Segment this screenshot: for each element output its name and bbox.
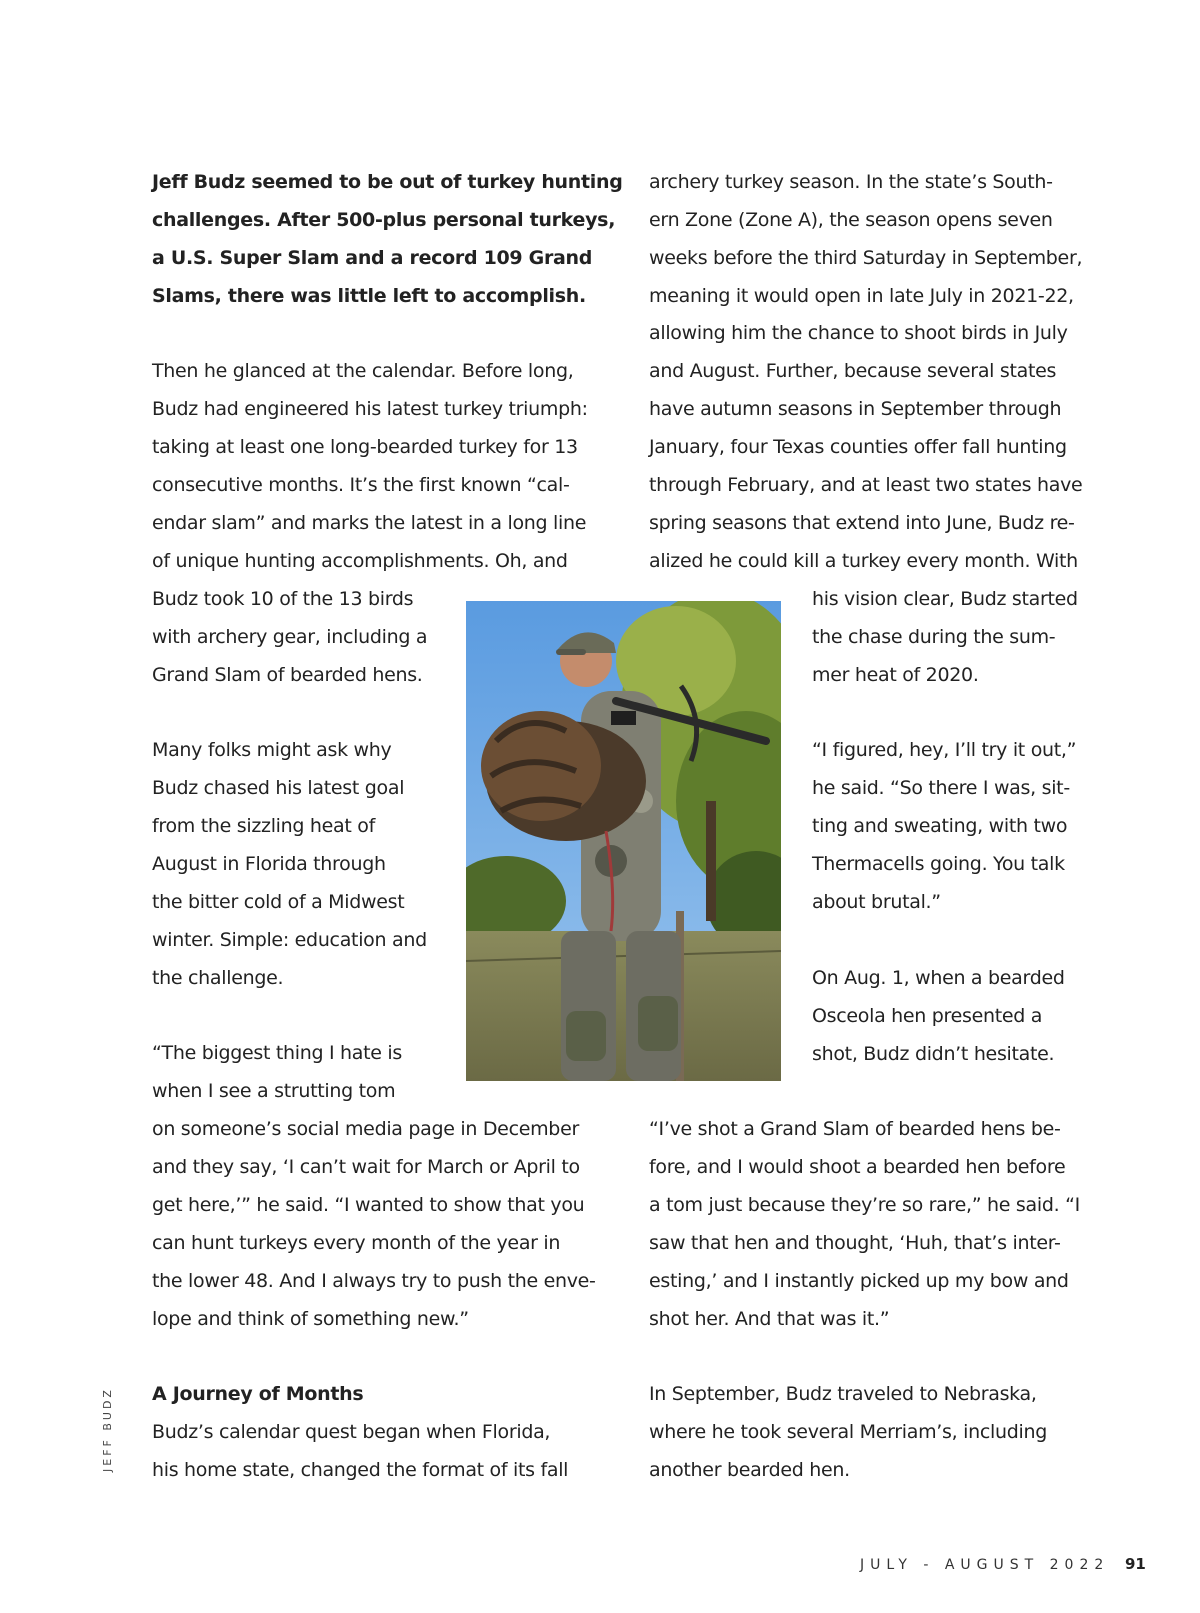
body-text-line: “The biggest thing I hate is xyxy=(152,1042,402,1064)
body-text-line: his home state, changed the format of its fall xyxy=(152,1459,569,1481)
page-number: 91 xyxy=(1125,1555,1146,1573)
body-text-line: Budz’s calendar quest began when Florida, xyxy=(152,1421,551,1443)
body-text-line: saw that hen and thought, ‘Huh, that’s inter- xyxy=(649,1232,1061,1254)
body-text-line: and they say, ‘I can’t wait for March or April to xyxy=(152,1156,580,1178)
hunter-turkey-photo xyxy=(466,601,781,1081)
body-text-line: a tom just because they’re so rare,” he said. “I xyxy=(649,1194,1080,1216)
body-text-line: have autumn seasons in September through xyxy=(649,398,1062,420)
body-text-line: the lower 48. And I always try to push the enve- xyxy=(152,1270,596,1292)
body-text-line: lope and think of something new.” xyxy=(152,1308,469,1330)
body-text-line: with archery gear, including a xyxy=(152,626,428,648)
lead-paragraph-line: challenges. After 500-plus personal turkeys, xyxy=(152,209,616,231)
body-text-line: January, four Texas counties offer fall hunting xyxy=(649,436,1067,458)
body-text-line: about brutal.” xyxy=(812,891,941,913)
body-text-line: shot her. And that was it.” xyxy=(649,1308,890,1330)
body-text-line: “I’ve shot a Grand Slam of bearded hens be- xyxy=(649,1118,1061,1140)
body-text-line: On Aug. 1, when a bearded xyxy=(812,967,1065,989)
body-text-line: “I figured, hey, I’ll try it out,” xyxy=(812,739,1077,761)
body-text-line: when I see a strutting tom xyxy=(152,1080,396,1102)
body-text-line: and August. Further, because several states xyxy=(649,360,1057,382)
body-text-line: Osceola hen presented a xyxy=(812,1005,1043,1027)
body-text-line: allowing him the chance to shoot birds in July xyxy=(649,322,1068,344)
body-text-line: Many folks might ask why xyxy=(152,739,392,761)
body-text-line: fore, and I would shoot a bearded hen before xyxy=(649,1156,1066,1178)
body-text-line: through February, and at least two states have xyxy=(649,474,1083,496)
right-column-bottom xyxy=(649,1117,1109,1487)
body-text-line: Then he glanced at the calendar. Before long, xyxy=(152,360,574,382)
body-text-line: Grand Slam of bearded hens. xyxy=(152,664,423,686)
body-text-line: ting and sweating, with two xyxy=(812,815,1068,837)
body-text-line: mer heat of 2020. xyxy=(812,664,979,686)
body-text-line: Thermacells going. You talk xyxy=(812,853,1065,875)
body-text-line: alized he could kill a turkey every month. With xyxy=(649,550,1078,572)
body-text-line: where he took several Merriam’s, including xyxy=(649,1421,1047,1443)
body-text-line: spring seasons that extend into June, Budz re- xyxy=(649,512,1075,534)
body-text-line: shot, Budz didn’t hesitate. xyxy=(812,1043,1055,1065)
body-text-line: winter. Simple: education and xyxy=(152,929,427,951)
body-text-line: the chase during the sum- xyxy=(812,626,1056,648)
body-text-line: Budz took 10 of the 13 birds xyxy=(152,588,414,610)
lead-paragraph-line: Slams, there was little left to accomplish. xyxy=(152,285,586,307)
body-text-line: ern Zone (Zone A), the season opens seven xyxy=(649,209,1053,231)
section-heading: A Journey of Months xyxy=(152,1383,364,1405)
body-text-line: Budz chased his latest goal xyxy=(152,777,405,799)
lead-paragraph-line: a U.S. Super Slam and a record 109 Grand xyxy=(152,247,593,269)
body-text-line: he said. “So there I was, sit- xyxy=(812,777,1070,799)
body-text-line: Budz had engineered his latest turkey triumph: xyxy=(152,398,588,420)
body-text-line: of unique hunting accomplishments. Oh, and xyxy=(152,550,568,572)
photo-credit: JEFF BUDZ xyxy=(101,1387,114,1472)
issue-date: JULY - AUGUST 2022 xyxy=(860,1557,1110,1573)
body-text-line: the bitter cold of a Midwest xyxy=(152,891,405,913)
body-text-line: another bearded hen. xyxy=(649,1459,850,1481)
lead-paragraph-line: Jeff Budz seemed to be out of turkey hunting xyxy=(152,171,623,193)
body-text-line: the challenge. xyxy=(152,967,284,989)
body-text-line: consecutive months. It’s the first known “cal- xyxy=(152,474,570,496)
body-text-line: on someone’s social media page in December xyxy=(152,1118,579,1140)
right-column-top xyxy=(649,170,1109,590)
body-text-line: archery turkey season. In the state’s South- xyxy=(649,171,1053,193)
body-text-line: can hunt turkeys every month of the year in xyxy=(152,1232,561,1254)
body-text-line: meaning it would open in late July in 2021-22, xyxy=(649,285,1074,307)
body-text-line: weeks before the third Saturday in September, xyxy=(649,247,1083,269)
right-column-narrow xyxy=(812,587,1102,1065)
body-text-line: esting,’ and I instantly picked up my bow and xyxy=(649,1270,1069,1292)
photo-illustration xyxy=(466,601,781,1081)
body-text-line: In September, Budz traveled to Nebraska, xyxy=(649,1383,1037,1405)
body-text-line: endar slam” and marks the latest in a long line xyxy=(152,512,587,534)
body-text-line: get here,’” he said. “I wanted to show that you xyxy=(152,1194,585,1216)
body-text-line: taking at least one long-bearded turkey for 13 xyxy=(152,436,578,458)
body-text-line: August in Florida through xyxy=(152,853,386,875)
body-text-line: his vision clear, Budz started xyxy=(812,588,1078,610)
body-text-line: from the sizzling heat of xyxy=(152,815,375,837)
